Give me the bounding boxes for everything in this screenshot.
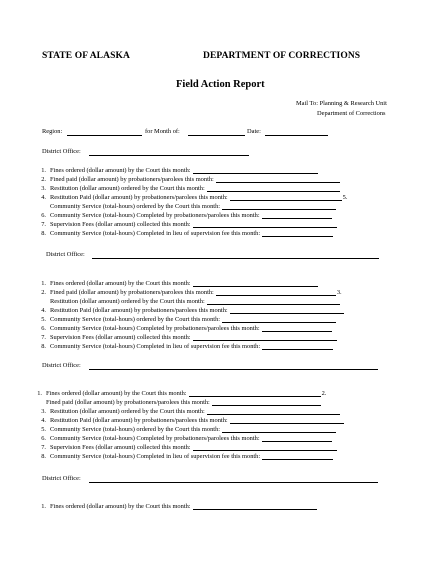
item-text: Supervision Fees (dollar amount) collected this month:	[50, 444, 191, 451]
item-number: 6.	[41, 435, 46, 442]
item-field[interactable]	[262, 343, 333, 350]
item-number: 3.	[41, 185, 46, 192]
report-title: Field Action Report	[176, 79, 265, 90]
district-office-label: District Office:	[42, 148, 81, 155]
mail-to-line-2: Department of Corrections	[317, 110, 386, 117]
item-number: 8.	[41, 453, 46, 460]
district-office-label: District Office:	[42, 475, 81, 482]
list-item	[34, 417, 344, 424]
item-number: 4.	[41, 307, 46, 314]
item-text: Community Service (total-hours) Completed in lieu of supervision fee this month:	[50, 343, 261, 350]
list-item	[30, 390, 326, 397]
list-item	[34, 280, 318, 287]
item-number: 1.	[37, 390, 42, 397]
list-item	[34, 176, 340, 183]
item-trailing-number: 2.	[321, 390, 327, 397]
list-item	[34, 334, 337, 341]
list-item	[34, 185, 340, 192]
item-text: Community Service (total-hours) Completed by probationers/parolees this month:	[50, 212, 260, 219]
item-text: Community Service (total-hours) Completed in lieu of supervision fee this month:	[50, 453, 261, 460]
item-field[interactable]	[262, 435, 332, 442]
list-item	[34, 316, 336, 323]
district-office-label: District Office:	[46, 251, 85, 258]
department-heading: DEPARTMENT OF CORRECTIONS	[203, 51, 361, 61]
item-field[interactable]	[193, 221, 337, 228]
item-number: 6.	[41, 212, 46, 219]
item-field[interactable]	[222, 316, 336, 323]
list-item	[34, 453, 333, 460]
item-field[interactable]	[193, 444, 337, 451]
item-field[interactable]	[216, 289, 336, 296]
item-field[interactable]	[193, 334, 337, 341]
item-text: Restitution (dollar amount) ordered by the Court this month:	[50, 408, 205, 415]
item-text: Community Service (total-hours) Completed in lieu of supervision fee this month:	[50, 230, 261, 237]
item-text: Restitution Paid (dollar amount) by probationers/parolees this month:	[50, 417, 228, 424]
item-text: Supervision Fees (dollar amount) collected this month:	[50, 334, 191, 341]
item-number: 1.	[41, 503, 46, 510]
item-field[interactable]	[207, 185, 340, 192]
list-item	[34, 203, 336, 210]
item-text: Community Service (total-hours) ordered by the Court this month:	[50, 316, 221, 323]
item-field[interactable]	[230, 194, 342, 201]
item-text: Fines ordered (dollar amount) by the Court this month:	[46, 390, 187, 397]
district-office-field[interactable]	[89, 369, 378, 370]
for-month-label: for Month of:	[145, 128, 180, 135]
item-field[interactable]	[193, 503, 317, 510]
item-trailing-number: 5.	[342, 194, 348, 201]
item-number: 8.	[41, 343, 46, 350]
list-item	[34, 307, 344, 314]
list-item	[30, 399, 321, 406]
item-number: 5.	[41, 316, 46, 323]
date-field[interactable]	[265, 135, 328, 136]
item-text: Restitution Paid (dollar amount) by probationers/parolees this month:	[50, 194, 228, 201]
item-number: 4.	[41, 417, 46, 424]
list-item	[34, 444, 337, 451]
item-field[interactable]	[212, 399, 321, 406]
list-item	[34, 167, 318, 174]
item-text: Fines ordered (dollar amount) by the Court this month:	[50, 503, 191, 510]
region-field[interactable]	[67, 135, 142, 136]
list-item	[34, 325, 332, 332]
date-label: Date:	[247, 128, 261, 135]
item-field[interactable]	[262, 212, 332, 219]
item-number: 2.	[41, 176, 46, 183]
item-text: Fines ordered (dollar amount) by the Court this month:	[50, 167, 191, 174]
item-field[interactable]	[262, 230, 333, 237]
item-number: 3.	[41, 408, 46, 415]
list-item	[34, 426, 336, 433]
state-heading: STATE OF ALASKA	[42, 51, 130, 61]
item-number: 5.	[41, 426, 46, 433]
district-office-field[interactable]	[89, 482, 378, 483]
item-field[interactable]	[207, 408, 340, 415]
list-item	[34, 212, 332, 219]
item-field[interactable]	[222, 203, 336, 210]
item-field[interactable]	[262, 325, 332, 332]
district-office-field[interactable]	[89, 155, 249, 156]
item-text: Community Service (total-hours) ordered by the Court this month:	[50, 203, 221, 210]
item-number: 1.	[41, 167, 46, 174]
list-item	[34, 230, 333, 237]
item-number: 7.	[41, 334, 46, 341]
item-field[interactable]	[230, 417, 344, 424]
list-item	[34, 194, 347, 201]
mail-to-line-1: Mail To: Planning & Research Unit	[296, 100, 387, 107]
item-text: Restitution Paid (dollar amount) by probationers/parolees this month:	[50, 307, 228, 314]
item-text: Fined paid (dollar amount) by probationers/parolees this month:	[50, 289, 214, 296]
region-label: Region:	[42, 128, 63, 135]
item-number: 7.	[41, 444, 46, 451]
list-item	[34, 435, 332, 442]
item-text: Community Service (total-hours) ordered by the Court this month:	[50, 426, 221, 433]
item-text: Fined paid (dollar amount) by probationers/parolees this month:	[46, 399, 210, 406]
item-text: Fined paid (dollar amount) by probationers/parolees this month:	[50, 176, 214, 183]
item-text: Community Service (total-hours) Completed by probationers/parolees this month:	[50, 435, 260, 442]
item-number: 1.	[41, 280, 46, 287]
item-field[interactable]	[216, 176, 340, 183]
item-field[interactable]	[222, 426, 336, 433]
list-item	[34, 298, 340, 305]
item-field[interactable]	[230, 307, 344, 314]
item-field[interactable]	[193, 167, 318, 174]
list-item	[34, 343, 333, 350]
list-item	[34, 221, 337, 228]
item-field[interactable]	[207, 298, 340, 305]
district-office-field[interactable]	[92, 258, 379, 259]
item-field[interactable]	[262, 453, 333, 460]
item-number: 7.	[41, 221, 46, 228]
item-text: Community Service (total-hours) Completed by probationers/parolees this month:	[50, 325, 260, 332]
item-number: 2.	[41, 289, 46, 296]
item-field[interactable]	[189, 390, 321, 397]
list-item	[34, 289, 342, 296]
item-field[interactable]	[193, 280, 318, 287]
item-number: 8.	[41, 230, 46, 237]
item-number: 6.	[41, 325, 46, 332]
district-office-label: District Office:	[42, 362, 81, 369]
list-item	[34, 503, 317, 510]
item-trailing-number: 3.	[336, 289, 342, 296]
item-text: Restitution (dollar amount) ordered by the Court this month:	[50, 185, 205, 192]
item-text: Restitution (dollar amount) ordered by the Court this month:	[50, 298, 205, 305]
item-text: Supervision Fees (dollar amount) collected this month:	[50, 221, 191, 228]
item-number: 4.	[41, 194, 46, 201]
list-item	[34, 408, 340, 415]
month-field[interactable]	[188, 135, 245, 136]
item-text: Fines ordered (dollar amount) by the Court this month:	[50, 280, 191, 287]
